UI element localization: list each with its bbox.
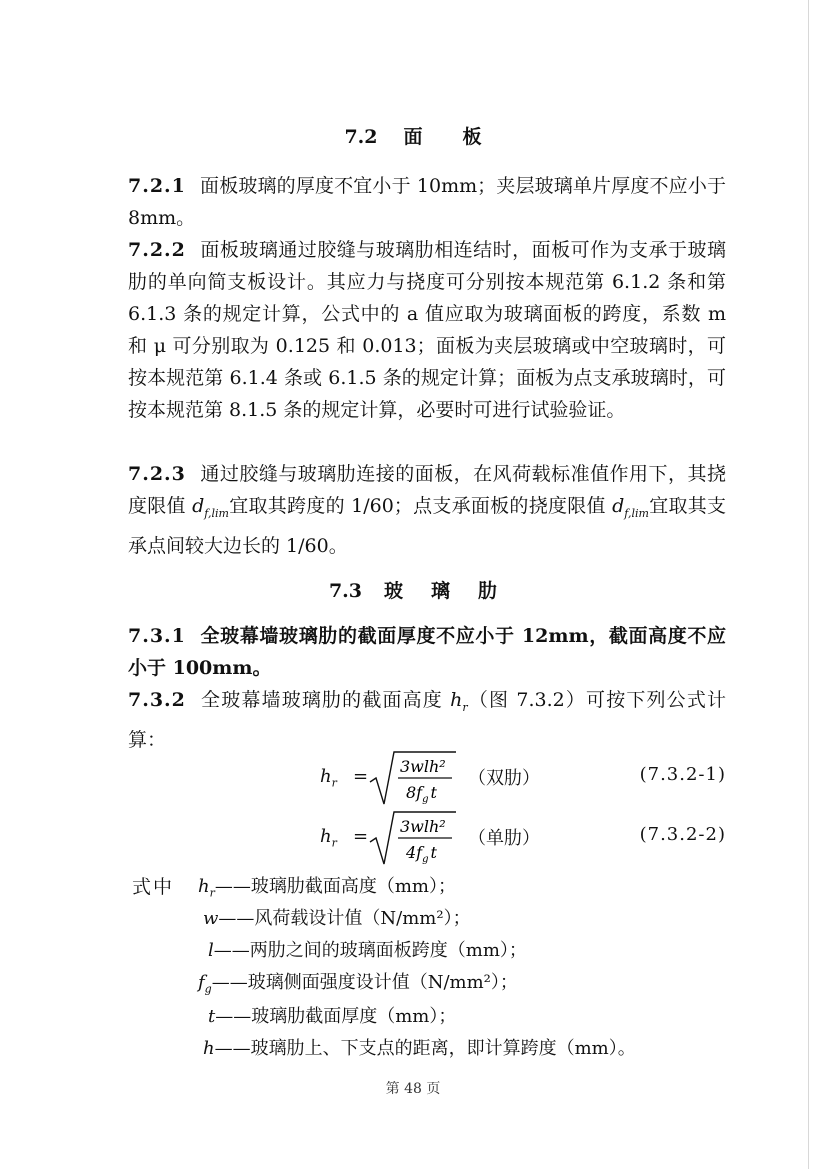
- definition-text: ——玻璃侧面强度设计值（N/mm²）；: [211, 972, 518, 993]
- clause-text: 面板玻璃的厚度不宜小于 10mm；夹层玻璃单片厚度不应小于 8mm。: [128, 175, 726, 229]
- section-title-word: 玻: [384, 580, 404, 602]
- section-title-word: 板: [462, 126, 482, 148]
- formula-denominator-sub: g: [422, 854, 429, 865]
- symbol-d: d: [192, 495, 205, 517]
- clause-7-2-2: [128, 234, 726, 426]
- clause-7-2-3: [128, 458, 726, 562]
- definition-symbol: [198, 876, 215, 900]
- definition-item: [208, 936, 527, 962]
- definition-symbol: w: [203, 908, 219, 929]
- definition-symbol-letter: f: [198, 972, 205, 993]
- definition-item: [198, 968, 518, 996]
- page-number: 第 48 页: [385, 1081, 441, 1097]
- clause-number: 7.3.1: [128, 625, 186, 647]
- formula-ref: (7.3.2-2): [639, 824, 726, 845]
- definition-symbol-subscript: g: [204, 982, 212, 996]
- clause-number: 7.2.1: [128, 175, 186, 197]
- clause-number: 7.3.2: [128, 689, 186, 711]
- formula-note: （单肋）: [468, 828, 540, 849]
- definition-item: [198, 872, 456, 900]
- formula-denominator-sub: g: [422, 794, 429, 805]
- sqrt-fraction: [368, 808, 458, 868]
- clause-text: 宜取其跨度的 1/60；点支承面板的挠度限值: [228, 495, 613, 517]
- clause-7-3-2: [128, 684, 726, 756]
- clause-7-3-1: [128, 620, 726, 684]
- formula-lhs-symbol: h: [320, 826, 332, 847]
- clause-text: 面板玻璃通过胶缝与玻璃肋相连结时，面板可作为支承于玻璃肋的单向简支板设计。其应力与挠度可分别按本规范第 6.1.2 条和第 6.1.3 条的规定计算，公式中的 a 值应取为玻璃面板的跨度，系数 m 和 μ 可分别取为 0.125 和 0.013；面板为夹层玻璃或中空玻璃时，可按本规范第 6.1.4 条或 6.1.5 条的规定计算；面板为点支承玻璃时，可按本规范第 8.1.5 条的规定计算，必要时可进行试验验证。: [128, 239, 726, 421]
- symbol-h: h: [450, 689, 463, 711]
- svg-text:8fgt: [406, 783, 438, 805]
- section-title-word: 璃: [431, 580, 451, 602]
- clause-text: 全玻幕墙玻璃肋的截面厚度不应小于 12mm，截面高度不应小于 100mm。: [128, 625, 726, 679]
- section-title-7-3: [0, 576, 826, 603]
- formula-denominator: 4f: [406, 843, 423, 862]
- symbol-subscript: f,lim: [204, 506, 229, 520]
- definition-symbol: l: [208, 940, 214, 961]
- section-title-7-2: [0, 122, 826, 149]
- clause-text: 通过胶缝与玻璃肋连接的面板，在风荷载标准值作用下，其挠度限值: [128, 463, 726, 517]
- clause-number: 7.2.2: [128, 239, 186, 261]
- definition-symbol-subscript: r: [209, 886, 215, 900]
- definition-symbol: h: [203, 1038, 215, 1059]
- symbol-subscript: f,lim: [624, 506, 649, 520]
- clause-text: 宜取其支承点间较大边长的 1/60。: [128, 495, 726, 557]
- definition-text: ——玻璃肋上、下支点的距离，即计算跨度（mm）。: [214, 1038, 636, 1059]
- formula-lhs-subscript: r: [331, 776, 337, 790]
- formula-ref: (7.3.2-1): [639, 764, 726, 785]
- section-title-word: 肋: [478, 580, 498, 602]
- section-number: 7.3: [328, 580, 362, 602]
- formula-7-3-2-1: [320, 748, 730, 808]
- formula-equals: =: [353, 826, 369, 847]
- formula-note: （双肋）: [468, 768, 540, 789]
- formula-lhs-symbol: h: [320, 766, 332, 787]
- formula-7-3-2-2: [320, 808, 730, 868]
- formula-equals: =: [353, 766, 369, 787]
- formula-numerator: 3wlh²: [400, 817, 446, 836]
- section-title-word: 面: [403, 126, 423, 148]
- formula-denominator: 8f: [406, 783, 423, 802]
- clause-number: 7.2.3: [128, 463, 186, 485]
- formula-lhs-subscript: r: [331, 836, 337, 850]
- symbol-d: d: [612, 495, 625, 517]
- definition-item: [208, 1002, 456, 1028]
- clause-text: （图 7.3.2）可按下列公式计算：: [128, 689, 726, 751]
- definition-text: ——玻璃肋截面高度（mm）；: [214, 876, 456, 897]
- formula-numerator: 3wlh²: [400, 757, 446, 776]
- where-label: 式中: [132, 876, 175, 898]
- formula-denominator-tail: t: [430, 843, 437, 862]
- formula-denominator-tail: t: [430, 783, 437, 802]
- svg-text:4fgt: [405, 843, 438, 865]
- clause-7-2-1: [128, 170, 726, 234]
- formula-lhs: [320, 766, 337, 790]
- clause-text: 全玻幕墙玻璃肋的截面高度: [199, 689, 451, 711]
- section-number: 7.2: [344, 126, 378, 148]
- definition-text: ——玻璃肋截面厚度（mm）；: [215, 1006, 457, 1027]
- definition-item: [203, 904, 471, 930]
- sqrt-fraction: [368, 748, 458, 808]
- definition-symbol: [198, 972, 212, 996]
- definition-symbol: t: [208, 1006, 216, 1027]
- definition-text: ——风荷载设计值（N/mm²）；: [218, 908, 471, 929]
- definition-text: ——两肋之间的玻璃面板跨度（mm）；: [213, 940, 527, 961]
- definition-symbol-letter: h: [198, 876, 210, 897]
- symbol-subscript: r: [462, 700, 468, 714]
- formula-lhs: [320, 826, 337, 850]
- definition-item: [203, 1034, 636, 1060]
